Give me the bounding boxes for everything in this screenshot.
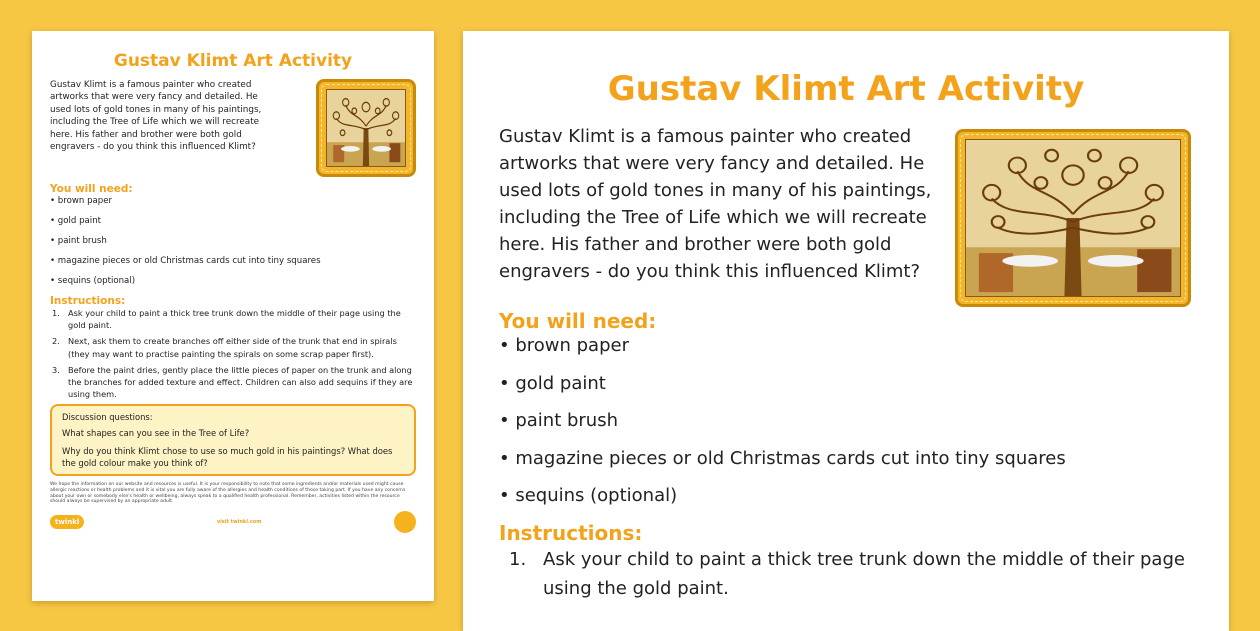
material-item: • magazine pieces or old Christmas cards cut into tiny squares bbox=[50, 256, 321, 266]
page-title: Gustav Klimt Art Activity bbox=[607, 69, 1085, 109]
instruction-step bbox=[50, 335, 416, 359]
you-will-need-heading: You will need: bbox=[499, 309, 657, 333]
tree-of-life-image bbox=[965, 139, 1181, 297]
instructions-heading: Instructions: bbox=[50, 295, 126, 307]
material-item: • brown paper bbox=[50, 196, 113, 206]
discussion-heading: Discussion questions: bbox=[62, 412, 153, 423]
materials-list bbox=[499, 333, 1193, 521]
discussion-question: Why do you think Klimt chose to use so much gold in his paintings? What does the gold colour make you think of? bbox=[62, 446, 393, 469]
instruction-step bbox=[50, 364, 416, 401]
step-text: Before the paint dries, gently place the little pieces of paper on the trunk and along the branches for added texture and effect. Children can also add sequins if they are using them. bbox=[68, 364, 413, 400]
step-number: 2. bbox=[52, 336, 60, 347]
page-title: Gustav Klimt Art Activity bbox=[113, 51, 353, 71]
material-item: • gold paint bbox=[499, 372, 606, 394]
tree-of-life-art bbox=[966, 140, 1180, 296]
instruction-step bbox=[499, 545, 1193, 603]
discussion-box bbox=[50, 404, 416, 476]
disclaimer: We hope the information on our website and resources is useful. It is your responsibility to note that some ingredients and/or materials used might cause allergic reactions or health problems and it is vital you are fully aware of the allergies and health conditions of those taking part. If you have any concerns about your own or somebody else's health or wellbeing, always speak to a qualified health professional. Remember, activities listed within the resource should always be supervised by an appropriate adult. bbox=[50, 482, 406, 505]
tree-of-life-image bbox=[326, 89, 406, 167]
materials-list bbox=[50, 195, 416, 295]
instructions-list bbox=[50, 307, 416, 400]
painting-frame bbox=[316, 79, 416, 177]
intro-row bbox=[50, 79, 416, 177]
intro-text: Gustav Klimt is a famous painter who created artworks that were very fancy and detailed. He used lots of gold tones in many of his paintings, including the Tree of Life which we will recreate here. His father and brother were both gold engravers - do you think this influenced Klimt? bbox=[50, 80, 262, 153]
badge-icon bbox=[394, 511, 416, 533]
intro-text: Gustav Klimt is a famous painter who created artworks that were very fancy and detailed. He used lots of gold tones in many of his paintings, including the Tree of Life which we will recreate here. His father and brother were both gold engravers - do you think this influenced Klimt? bbox=[499, 126, 932, 282]
painting-frame bbox=[955, 129, 1191, 307]
step-text: Next, ask them to create branches off either side of the trunk that end in spirals (they may want to practise painting the spirals on some scrap paper first). bbox=[68, 336, 397, 359]
instructions-heading: Instructions: bbox=[499, 520, 643, 545]
material-item: • gold paint bbox=[50, 216, 102, 226]
you-will-need-heading: You will need: bbox=[50, 183, 133, 195]
step-number: 3. bbox=[52, 364, 60, 375]
tree-of-life-art bbox=[327, 90, 405, 166]
step-text: Ask your child to paint a thick tree trunk down the middle of their page using the gold paint. bbox=[543, 548, 1185, 599]
material-item: • sequins (optional) bbox=[499, 485, 678, 506]
twinkl-logo: twinkl bbox=[50, 515, 84, 529]
step-number: 1. bbox=[52, 308, 60, 318]
step-text: Ask your child to paint a thick tree trunk down the middle of their page using the gold paint. bbox=[68, 308, 401, 331]
instruction-step bbox=[50, 307, 416, 331]
zoomed-page bbox=[463, 31, 1229, 631]
intro-row bbox=[499, 123, 1193, 307]
material-item: • paint brush bbox=[499, 410, 619, 431]
step-number: 1. bbox=[509, 548, 527, 570]
thumbnail-page bbox=[32, 31, 434, 601]
material-item: • brown paper bbox=[499, 335, 629, 356]
discussion-question: What shapes can you see in the Tree of Life? bbox=[62, 428, 250, 439]
material-item: • paint brush bbox=[50, 236, 107, 246]
instructions-list bbox=[499, 545, 1193, 603]
material-item: • magazine pieces or old Christmas cards cut into tiny squares bbox=[499, 447, 1066, 469]
footer-url: visit twinkl.com bbox=[216, 518, 262, 525]
footer bbox=[50, 511, 416, 533]
material-item: • sequins (optional) bbox=[50, 276, 136, 286]
